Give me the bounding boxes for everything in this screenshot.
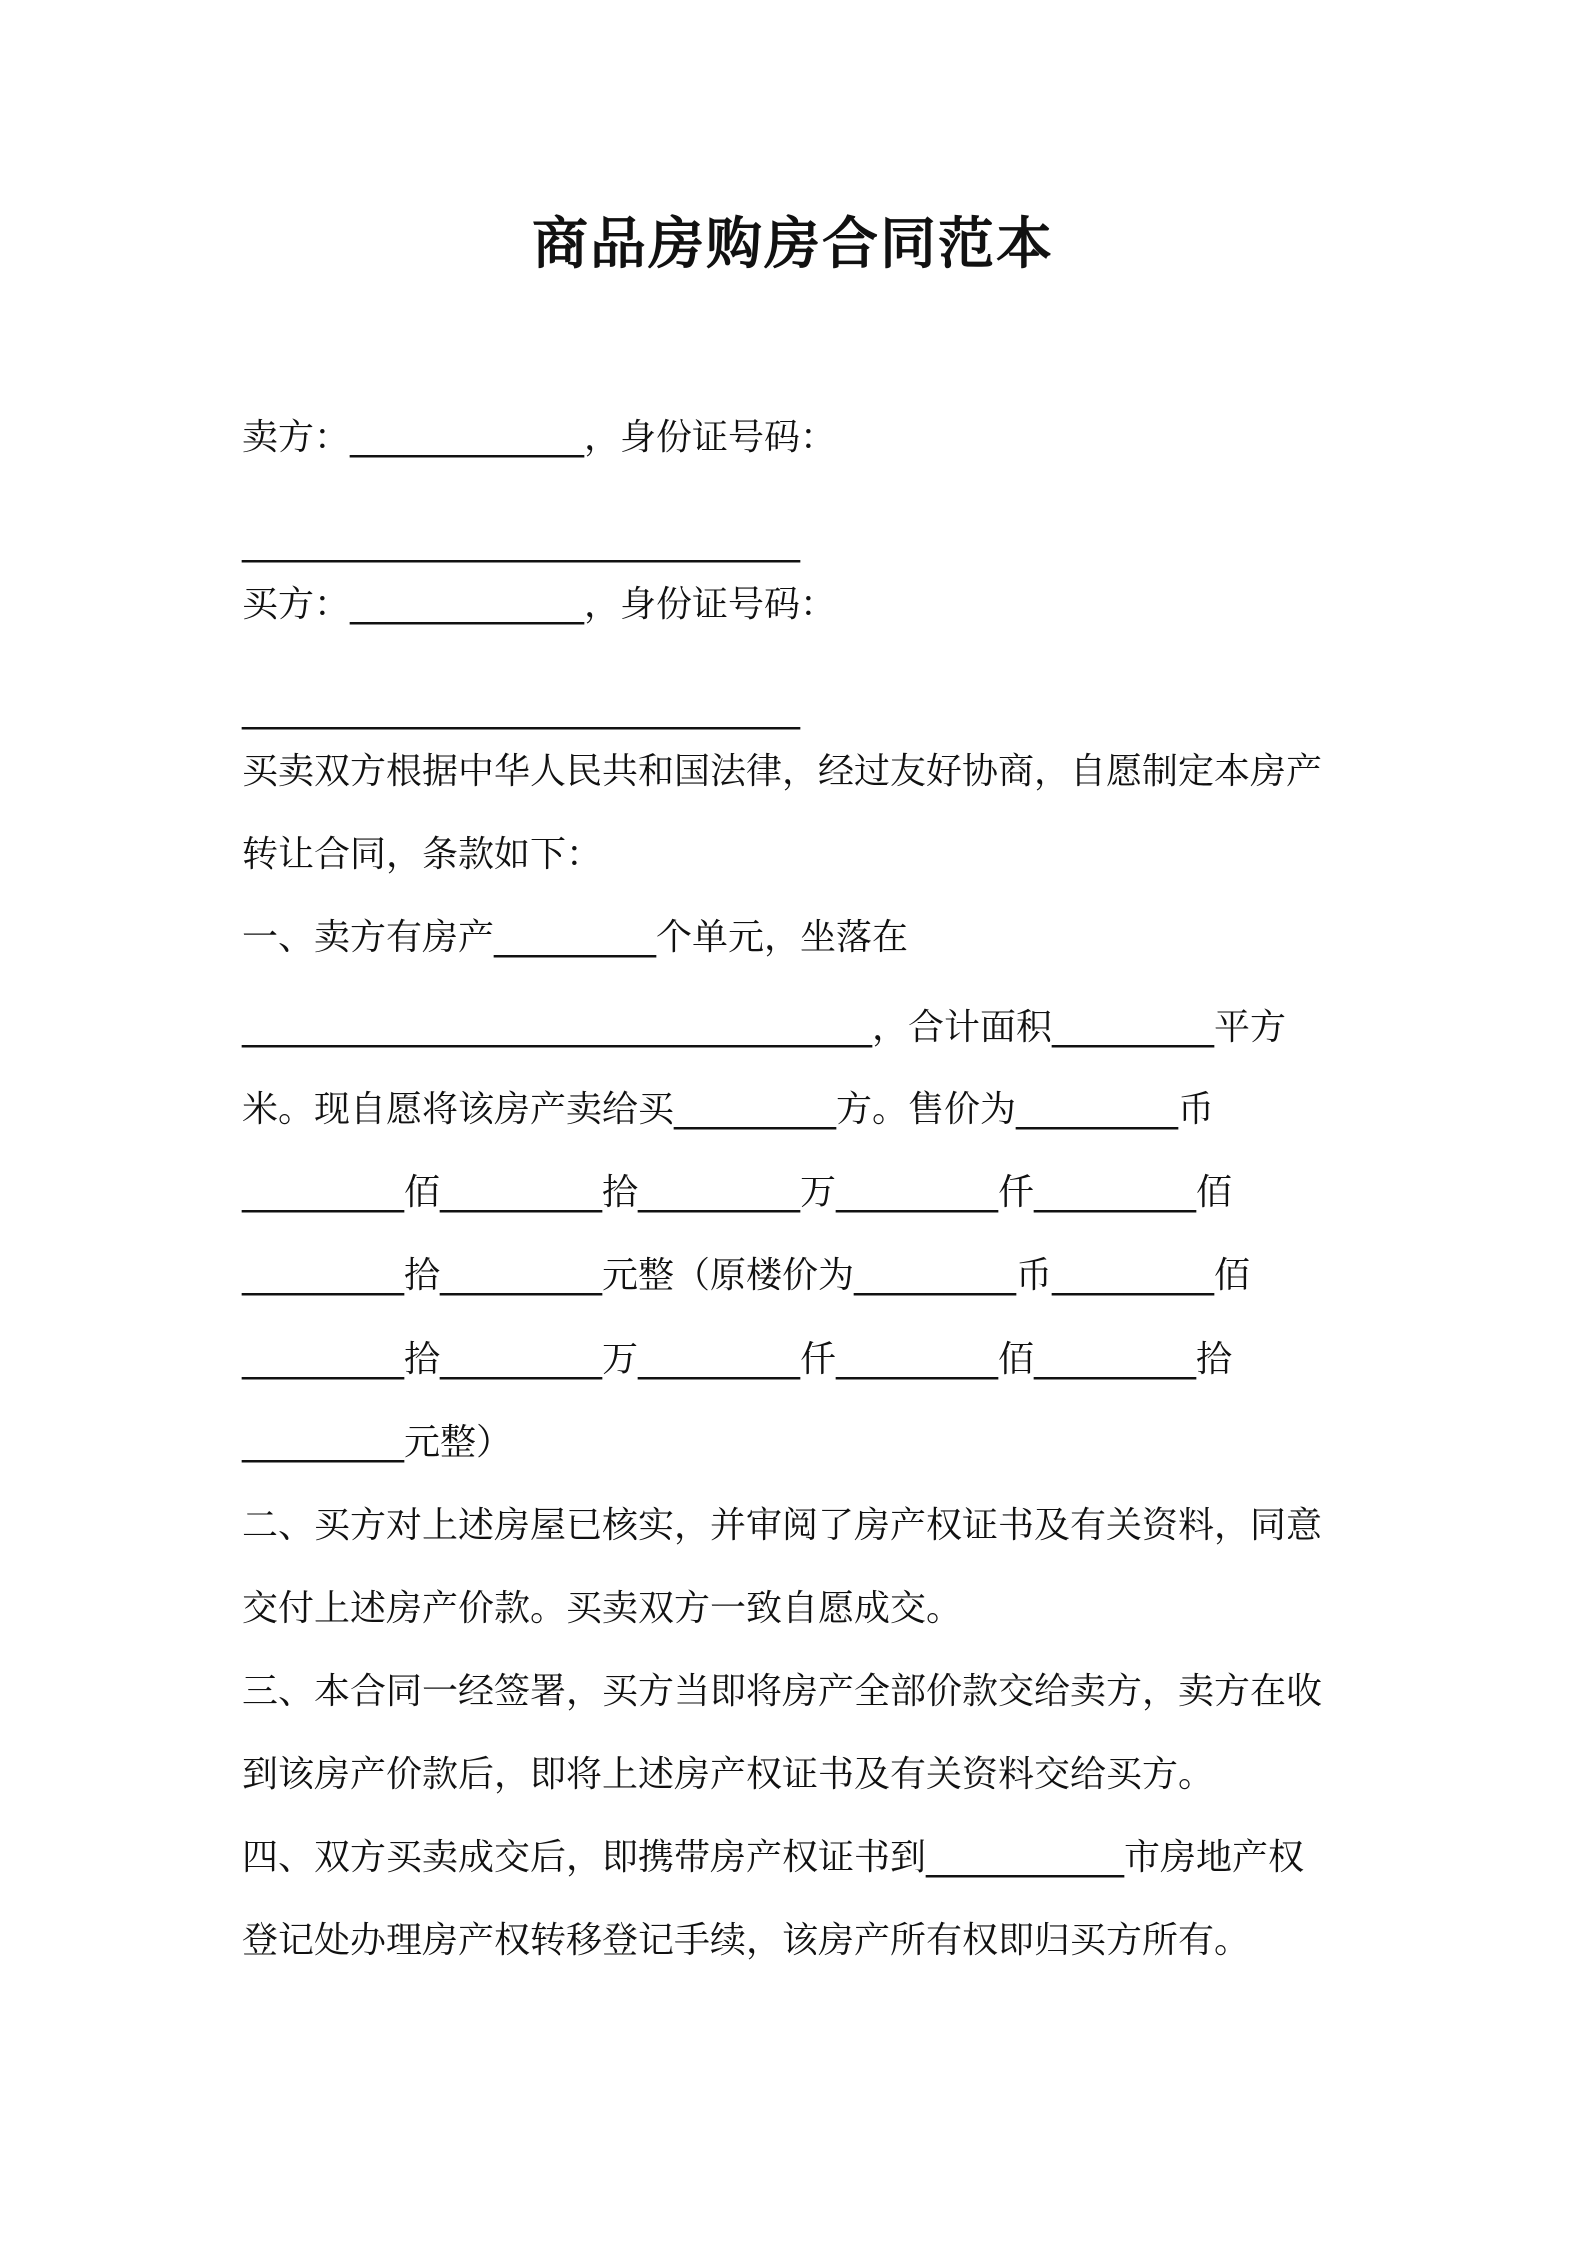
buyer-line: 买方：_____________，身份证号码： xyxy=(242,584,837,625)
clause-1-line-4: _________佰_________拾_________万_________仟_________佰 xyxy=(242,1172,1232,1213)
seller-line: 卖方：_____________，身份证号码： xyxy=(242,417,837,458)
buyer-id-line: _______________________________ xyxy=(242,689,800,730)
intro-line-1: 买卖双方根据中华人民共和国法律，经过友好协商，自愿制定本房产 xyxy=(242,751,1323,792)
clause-2-line-1: 二、买方对上述房屋已核实，并审阅了房产权证书及有关资料，同意 xyxy=(242,1505,1323,1546)
clause-2-line-2: 交付上述房产价款。买卖双方一致自愿成交。 xyxy=(242,1588,963,1629)
clause-1-line-3: 米。现自愿将该房产卖给买_________方。售价为_________币 xyxy=(242,1089,1215,1130)
seller-id-line: _______________________________ xyxy=(242,522,800,563)
clause-1-line-7: _________元整） xyxy=(242,1422,513,1463)
clause-1-line-6: _________拾_________万_________仟_________佰_________拾 xyxy=(242,1339,1232,1380)
clause-3-line-2: 到该房产价款后，即将上述房产权证书及有关资料交给买方。 xyxy=(242,1754,1215,1795)
clause-1-line-1: 一、卖方有房产_________个单元，坐落在 xyxy=(242,917,909,958)
clause-4-line-2: 登记处办理房产权转移登记手续，该房产所有权即归买方所有。 xyxy=(242,1920,1251,1961)
clause-3-line-1: 三、本合同一经签署，买方当即将房产全部价款交给卖方，卖方在收 xyxy=(242,1671,1323,1712)
document-title: 商品房购房合同范本 xyxy=(532,212,1054,277)
clause-1-line-2: ___________________________________，合计面积_________平方 xyxy=(242,1007,1287,1048)
clause-4-line-1: 四、双方买卖成交后，即携带房产权证书到___________市房地产权 xyxy=(242,1837,1305,1878)
intro-line-2: 转让合同，条款如下： xyxy=(242,834,603,875)
clause-1-line-5: _________拾_________元整（原楼价为_________币_________佰 xyxy=(242,1255,1251,1296)
